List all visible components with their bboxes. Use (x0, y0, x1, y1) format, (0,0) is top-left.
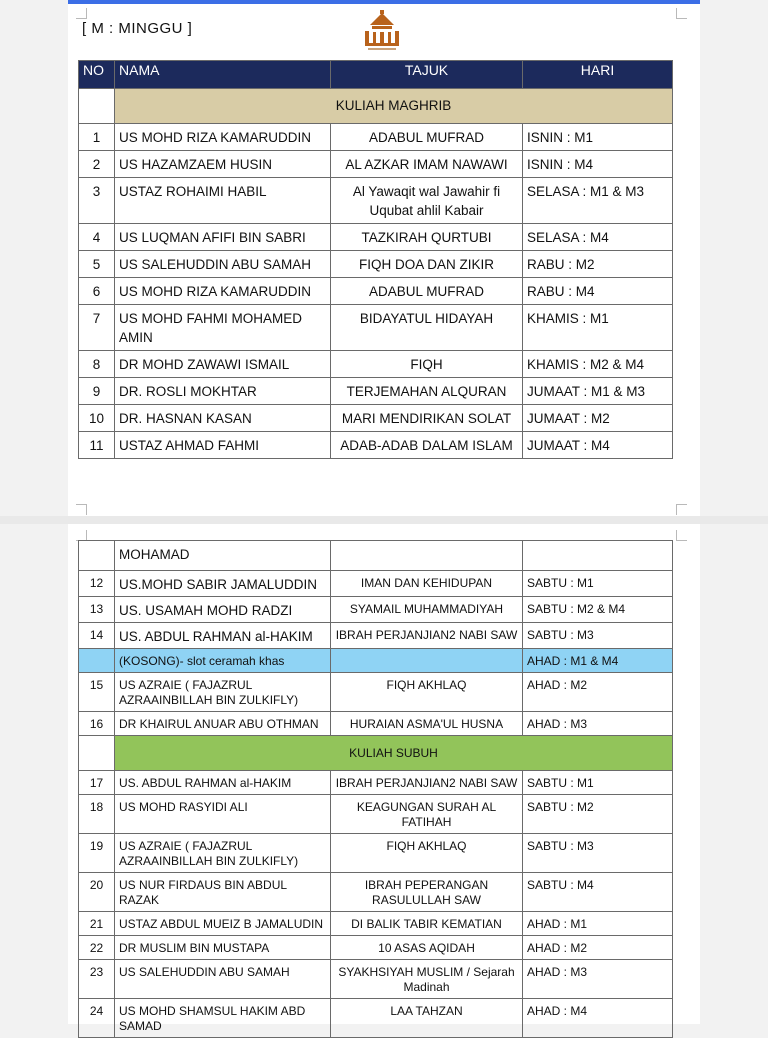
row-number: 11 (79, 432, 115, 459)
table-row (79, 278, 673, 305)
column-header-tajuk: TAJUK (331, 61, 523, 89)
row-tajuk: KEAGUNGAN SURAH AL FATIHAH (331, 795, 523, 834)
row-nama: US. USAMAH MOHD RADZI (115, 597, 331, 623)
row-nama: DR. ROSLI MOKHTAR (115, 378, 331, 405)
table-row (79, 623, 673, 649)
table-row (79, 873, 673, 912)
page-corner-mark (676, 8, 687, 19)
row-nama: US. ABDUL RAHMAN al-HAKIM (115, 623, 331, 649)
row-hari: AHAD : M1 & M4 (523, 649, 673, 673)
row-nama: US.MOHD SABIR JAMALUDDIN (115, 571, 331, 597)
table-row (79, 960, 673, 999)
row-hari: RABU : M2 (523, 251, 673, 278)
row-number: 23 (79, 960, 115, 999)
row-number: 19 (79, 834, 115, 873)
table-row (79, 178, 673, 224)
page-corner-mark (676, 530, 687, 541)
row-number: 20 (79, 873, 115, 912)
row-number: 14 (79, 623, 115, 649)
row-hari: SABTU : M2 (523, 795, 673, 834)
row-nama: DR MUSLIM BIN MUSTAPA (115, 936, 331, 960)
column-header-nama: NAMA (115, 61, 331, 89)
row-tajuk: DI BALIK TABIR KEMATIAN (331, 912, 523, 936)
row-tajuk (331, 649, 523, 673)
row-number: 18 (79, 795, 115, 834)
row-hari: SABTU : M1 (523, 571, 673, 597)
row-number: 6 (79, 278, 115, 305)
row-nama: DR KHAIRUL ANUAR ABU OTHMAN (115, 712, 331, 736)
row-number: 16 (79, 712, 115, 736)
row-tajuk: AL AZKAR IMAM NAWAWI (331, 151, 523, 178)
table-row (79, 936, 673, 960)
table-row-khas-slot (79, 649, 673, 673)
row-nama: (KOSONG)- slot ceramah khas (115, 649, 331, 673)
row-tajuk: LAA TAHZAN (331, 999, 523, 1038)
row-nama: US AZRAIE ( FAJAZRUL AZRAAINBILLAH BIN ZULKIFLY) (115, 673, 331, 712)
row-number: 1 (79, 124, 115, 151)
row-nama: DR MOHD ZAWAWI ISMAIL (115, 351, 331, 378)
row-hari: SABTU : M1 (523, 771, 673, 795)
row-number: 17 (79, 771, 115, 795)
schedule-label: [ M : MINGGU ] (82, 20, 193, 37)
table-row (79, 124, 673, 151)
section-title-maghrib: KULIAH MAGHRIB (115, 89, 673, 124)
row-number: 4 (79, 224, 115, 251)
row-number: 3 (79, 178, 115, 224)
table-row (79, 224, 673, 251)
row-nama: US HAZAMZAEM HUSIN (115, 151, 331, 178)
row-hari: JUMAAT : M4 (523, 432, 673, 459)
table-row (79, 834, 673, 873)
row-nama: US MOHD RIZA KAMARUDDIN (115, 124, 331, 151)
row-tajuk: 10 ASAS AQIDAH (331, 936, 523, 960)
row-hari: RABU : M4 (523, 278, 673, 305)
row-number: 24 (79, 999, 115, 1038)
row-hari: AHAD : M3 (523, 960, 673, 999)
table-row (79, 432, 673, 459)
row-hari: JUMAAT : M1 & M3 (523, 378, 673, 405)
row-nama: USTAZ ROHAIMI HABIL (115, 178, 331, 224)
row-number: 9 (79, 378, 115, 405)
row-hari: ISNIN : M1 (523, 124, 673, 151)
row-tajuk: ADABUL MUFRAD (331, 278, 523, 305)
row-hari: AHAD : M2 (523, 673, 673, 712)
row-nama: DR. HASNAN KASAN (115, 405, 331, 432)
column-header-no: NO (79, 61, 115, 89)
section-blank-cell (79, 736, 115, 771)
row-tajuk: SYAKHSIYAH MUSLIM / Sejarah Madinah (331, 960, 523, 999)
row-nama: US NUR FIRDAUS BIN ABDUL RAZAK (115, 873, 331, 912)
row-nama: US MOHD RIZA KAMARUDDIN (115, 278, 331, 305)
row-nama: US. ABDUL RAHMAN al-HAKIM (115, 771, 331, 795)
page-corner-mark (76, 8, 87, 19)
row-tajuk: Al Yawaqit wal Jawahir fi Uqubat ahlil Kabair (331, 178, 523, 224)
row-nama: US MOHD SHAMSUL HAKIM ABD SAMAD (115, 999, 331, 1038)
table-header-row (79, 61, 673, 89)
table-row (79, 673, 673, 712)
row-hari: JUMAAT : M2 (523, 405, 673, 432)
table-row (79, 999, 673, 1038)
row-hari: KHAMIS : M2 & M4 (523, 351, 673, 378)
row-tajuk: ADAB-ADAB DALAM ISLAM (331, 432, 523, 459)
table-row (79, 912, 673, 936)
table-row (79, 405, 673, 432)
row-tajuk: TAZKIRAH QURTUBI (331, 224, 523, 251)
page-corner-mark (76, 504, 87, 515)
row-nama: US SALEHUDDIN ABU SAMAH (115, 960, 331, 999)
table-row (79, 251, 673, 278)
row-hari: SABTU : M2 & M4 (523, 597, 673, 623)
row-number: 8 (79, 351, 115, 378)
section-row (79, 89, 673, 124)
row-hari: AHAD : M3 (523, 712, 673, 736)
row-tajuk: FIQH DOA DAN ZIKIR (331, 251, 523, 278)
row-hari: ISNIN : M4 (523, 151, 673, 178)
row-tajuk: ADABUL MUFRAD (331, 124, 523, 151)
row-tajuk: FIQH AKHLAQ (331, 834, 523, 873)
row-hari: SABTU : M4 (523, 873, 673, 912)
row-hari: KHAMIS : M1 (523, 305, 673, 351)
row-number: 22 (79, 936, 115, 960)
row-nama: US AZRAIE ( FAJAZRUL AZRAAINBILLAH BIN ZULKIFLY) (115, 834, 331, 873)
row-number: 7 (79, 305, 115, 351)
row-number (79, 649, 115, 673)
page-corner-mark (676, 504, 687, 515)
page-gap (0, 516, 768, 524)
row-hari: AHAD : M2 (523, 936, 673, 960)
row-hari: AHAD : M1 (523, 912, 673, 936)
section-row (79, 736, 673, 771)
row-hari: SABTU : M3 (523, 834, 673, 873)
table-row (79, 571, 673, 597)
section-title-subuh: KULIAH SUBUH (115, 736, 673, 771)
row-hari: SABTU : M3 (523, 623, 673, 649)
row-tajuk: TERJEMAHAN ALQURAN (331, 378, 523, 405)
row-number: 15 (79, 673, 115, 712)
table-row-continuation (79, 541, 673, 571)
table-row (79, 712, 673, 736)
row-nama: US MOHD RASYIDI ALI (115, 795, 331, 834)
row-tajuk: BIDAYATUL HIDAYAH (331, 305, 523, 351)
table-row (79, 351, 673, 378)
row-hari: SELASA : M1 & M3 (523, 178, 673, 224)
table-row (79, 151, 673, 178)
row-number: 12 (79, 571, 115, 597)
row-nama: MOHAMAD (115, 541, 331, 571)
row-tajuk: FIQH (331, 351, 523, 378)
row-hari (523, 541, 673, 571)
table-row (79, 597, 673, 623)
row-nama: US MOHD FAHMI MOHAMED AMIN (115, 305, 331, 351)
row-hari: SELASA : M4 (523, 224, 673, 251)
row-tajuk (331, 541, 523, 571)
row-number: 21 (79, 912, 115, 936)
section-blank-cell (79, 89, 115, 124)
row-tajuk: IBRAH PERJANJIAN2 NABI SAW (331, 771, 523, 795)
table-row (79, 305, 673, 351)
row-number: 13 (79, 597, 115, 623)
row-tajuk: FIQH AKHLAQ (331, 673, 523, 712)
row-nama: USTAZ ABDUL MUEIZ B JAMALUDIN (115, 912, 331, 936)
row-tajuk: HURAIAN ASMA'UL HUSNA (331, 712, 523, 736)
table-row (79, 771, 673, 795)
table-row (79, 378, 673, 405)
row-tajuk: IBRAH PERJANJIAN2 NABI SAW (331, 623, 523, 649)
row-number (79, 541, 115, 571)
row-number: 5 (79, 251, 115, 278)
row-number: 10 (79, 405, 115, 432)
row-nama: US LUQMAN AFIFI BIN SABRI (115, 224, 331, 251)
row-nama: USTAZ AHMAD FAHMI (115, 432, 331, 459)
row-tajuk: SYAMAIL MUHAMMADIYAH (331, 597, 523, 623)
mosque-logo-icon (360, 10, 404, 52)
column-header-hari: HARI (523, 61, 673, 89)
row-nama: US SALEHUDDIN ABU SAMAH (115, 251, 331, 278)
row-number: 2 (79, 151, 115, 178)
row-hari: AHAD : M4 (523, 999, 673, 1038)
table-row (79, 795, 673, 834)
row-tajuk: MARI MENDIRIKAN SOLAT (331, 405, 523, 432)
schedule-table-page-2 (78, 540, 673, 1038)
schedule-table-page-1 (78, 60, 673, 459)
row-tajuk: IMAN DAN KEHIDUPAN (331, 571, 523, 597)
row-tajuk: IBRAH PEPERANGAN RASULULLAH SAW (331, 873, 523, 912)
